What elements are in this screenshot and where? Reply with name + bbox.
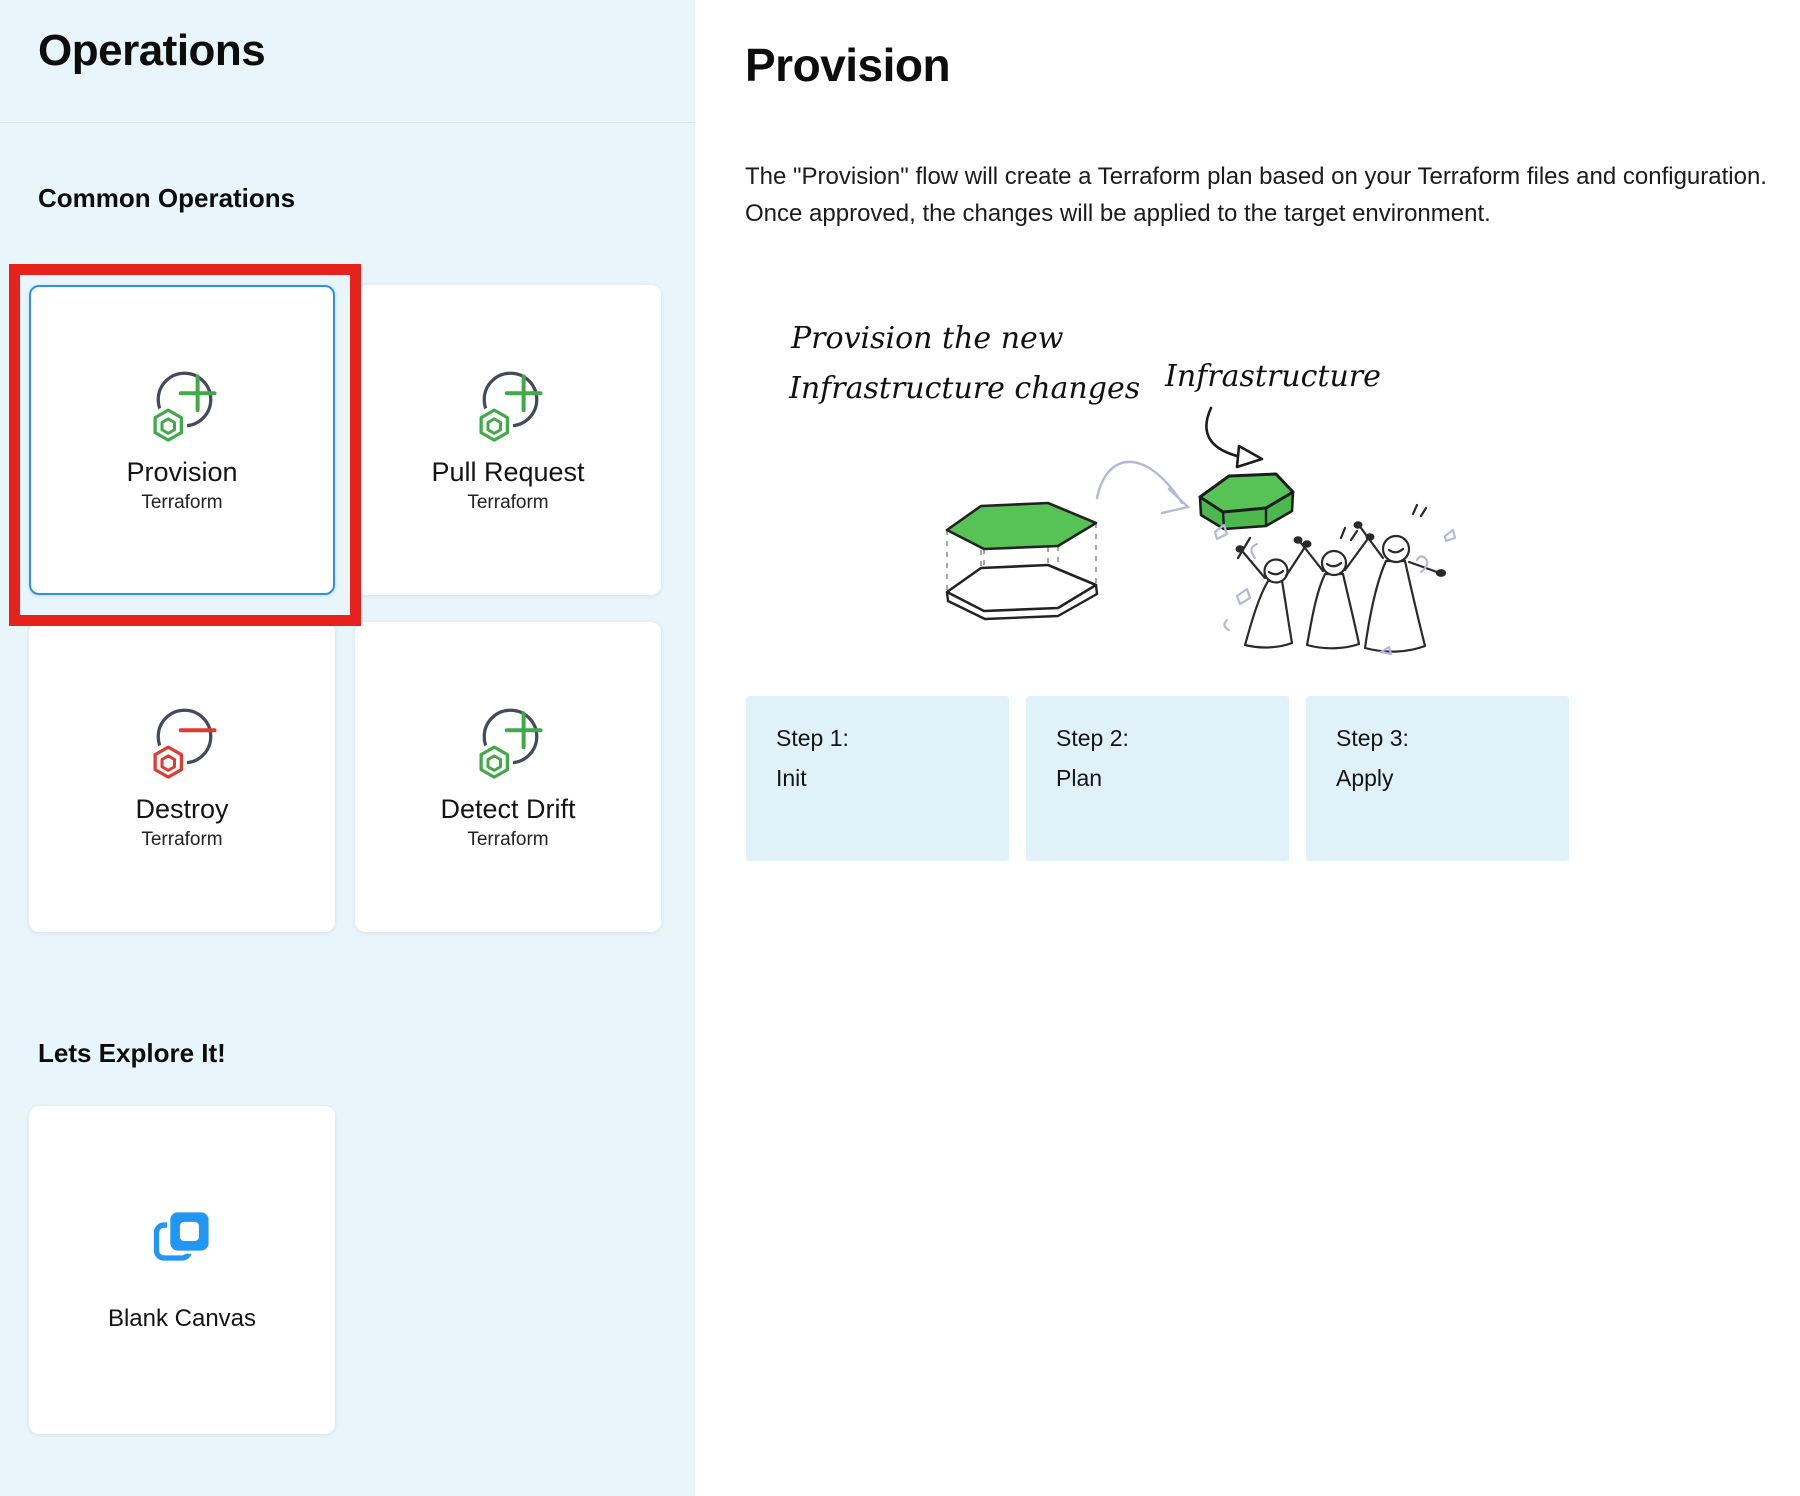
arrow-down-icon bbox=[1206, 408, 1262, 467]
step-box-apply bbox=[1306, 696, 1569, 861]
card-label: Blank Canvas bbox=[107, 1305, 257, 1332]
card-sublabel: Terraform bbox=[141, 491, 223, 513]
provision-illustration bbox=[745, 300, 1505, 660]
step-box-plan bbox=[1026, 696, 1289, 861]
caption-infrastructure-changes: Infrastructure changes bbox=[789, 371, 1141, 406]
card-sublabel: Terraform bbox=[467, 491, 549, 513]
caption-provision-the-new: Provision the new bbox=[791, 321, 1064, 356]
card-destroy[interactable] bbox=[29, 622, 335, 932]
card-label: Provision bbox=[126, 456, 238, 487]
card-provision[interactable] bbox=[29, 285, 335, 595]
section-heading-common-operations: Common Operations bbox=[38, 183, 296, 213]
blank-canvas-icon bbox=[148, 1207, 216, 1275]
card-sublabel: Terraform bbox=[141, 828, 223, 850]
step-subtitle: Apply bbox=[1336, 765, 1394, 791]
sidebar-divider bbox=[0, 122, 695, 123]
sidebar-title: Operations bbox=[38, 26, 266, 75]
celebrating-people-illustration bbox=[1237, 505, 1445, 652]
step-subtitle: Plan bbox=[1056, 765, 1103, 791]
card-label: Detect Drift bbox=[440, 793, 576, 824]
card-blank-canvas[interactable] bbox=[29, 1106, 335, 1434]
card-pull-request[interactable] bbox=[355, 285, 661, 595]
card-detect-drift[interactable] bbox=[355, 622, 661, 932]
step-title: Step 1: bbox=[776, 725, 849, 751]
main-panel bbox=[695, 0, 1800, 1496]
terraform-add-icon bbox=[468, 367, 548, 447]
terraform-add-icon bbox=[468, 704, 548, 784]
card-sublabel: Terraform bbox=[467, 828, 549, 850]
sidebar bbox=[0, 0, 695, 1496]
step-title: Step 2: bbox=[1056, 725, 1129, 751]
terraform-add-icon bbox=[142, 367, 222, 447]
common-operations-card-grid bbox=[29, 285, 689, 932]
card-label: Destroy bbox=[135, 793, 229, 824]
page-title: Provision bbox=[745, 39, 951, 91]
terraform-remove-icon bbox=[142, 704, 222, 784]
step-subtitle: Init bbox=[776, 765, 807, 791]
provisioned-infrastructure-hexagon bbox=[1200, 474, 1293, 529]
planned-infrastructure-prism bbox=[947, 503, 1097, 619]
card-label: Pull Request bbox=[431, 456, 585, 487]
steps-row bbox=[746, 696, 1569, 861]
step-title: Step 3: bbox=[1336, 725, 1409, 751]
caption-infrastructure: Infrastructure bbox=[1165, 359, 1381, 394]
arrow-right-icon bbox=[1097, 462, 1188, 513]
step-box-init bbox=[746, 696, 1009, 861]
flow-description: The "Provision" flow will create a Terraform plan based on your Terraform files and configuration. Once approved, the changes will be applied to the target environment. bbox=[745, 163, 1767, 227]
section-heading-lets-explore: Lets Explore It! bbox=[38, 1038, 226, 1068]
